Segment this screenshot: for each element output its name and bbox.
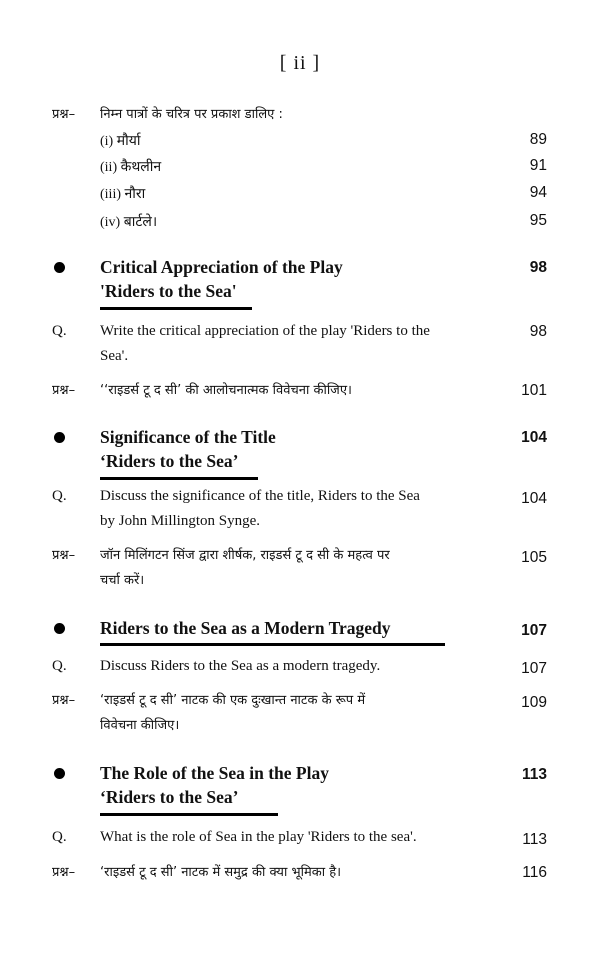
section-title [100, 255, 343, 303]
entry-text-continued: चर्चा करें। [100, 573, 145, 588]
section-title-underline [100, 813, 278, 816]
entry-label: Q. [52, 488, 67, 504]
entry-text-continued: Sea'. [100, 348, 129, 364]
entry-page: 101 [521, 382, 547, 399]
entry-page: 104 [521, 490, 547, 507]
section-title [100, 761, 329, 809]
entry-page: 107 [521, 660, 547, 677]
entry-label: Q. [52, 829, 67, 845]
character-item-page: 95 [529, 212, 547, 229]
character-item: (iv) बार्टले। [100, 215, 158, 230]
entry-text: What is the role of Sea in the play 'Riders to the sea'. [100, 829, 417, 845]
character-item: (i) मौर्या [100, 134, 141, 149]
entry-page: 105 [521, 549, 547, 566]
bullet-icon [54, 262, 65, 273]
entry-page: 113 [522, 831, 547, 848]
bullet-icon [54, 623, 65, 634]
section-title [100, 425, 276, 473]
entry-text: ‘राइडर्स टू द सी’ नाटक की एक दुःखान्त नाटक के रूप में [100, 693, 366, 708]
entry-label: प्रश्न– [52, 693, 76, 708]
section-title-underline [100, 307, 252, 310]
entry-page: 116 [522, 864, 547, 881]
bullet-icon [54, 432, 65, 443]
entry-text-continued: विवेचना कीजिए। [100, 718, 180, 733]
entry-label: Q. [52, 323, 67, 339]
section-title-line1: The Role of the Sea in the Play [100, 763, 329, 783]
character-item: (ii) कैथलीन [100, 160, 162, 175]
section-title-line1: Riders to the Sea as a Modern Tragedy [100, 618, 391, 638]
intro-question-label: प्रश्न– [52, 107, 76, 122]
section-title-line2: ‘Riders to the Sea’ [100, 451, 239, 471]
character-item-page: 89 [529, 131, 547, 148]
entry-label: प्रश्न– [52, 865, 76, 880]
character-item-page: 91 [529, 157, 547, 174]
section-title [100, 616, 391, 640]
section-page: 104 [521, 429, 547, 446]
entry-text: Write the critical appreciation of the play 'Riders to the [100, 323, 430, 339]
section-title-line1: Significance of the Title [100, 427, 276, 447]
intro-question-text: निम्न पात्रों के चरित्र पर प्रकाश डालिए : [100, 107, 283, 122]
bullet-icon [54, 768, 65, 779]
section-title-line2: ‘Riders to the Sea’ [100, 787, 239, 807]
entry-text: जॉन मिलिंगटन सिंज द्वारा शीर्षक, राइडर्स टू द सी के महत्व पर [100, 548, 390, 563]
section-title-line1: Critical Appreciation of the Play [100, 257, 343, 277]
section-page: 98 [529, 259, 547, 276]
entry-text: Discuss Riders to the Sea as a modern tragedy. [100, 658, 381, 674]
page-header: [ ii ] [279, 52, 321, 74]
section-page: 113 [521, 766, 547, 783]
entry-label: प्रश्न– [52, 548, 76, 563]
entry-page: 98 [529, 323, 547, 340]
entry-text: Discuss the significance of the title, Riders to the Sea [100, 488, 420, 504]
entry-text: ‘राइडर्स टू द सी’ नाटक में समुद्र की क्या भूमिका है। [100, 865, 342, 880]
entry-page: 109 [521, 694, 547, 711]
character-item: (iii) नौरा [100, 187, 146, 202]
entry-text: ‘‘राइडर्स टू द सी’ की आलोचनात्मक विवेचना कीजिए। [100, 383, 352, 398]
section-title-underline [100, 643, 445, 646]
entry-text-continued: by John Millington Synge. [100, 513, 261, 529]
section-title-underline [100, 477, 258, 480]
entry-label: प्रश्न– [52, 383, 76, 398]
section-title-line2: 'Riders to the Sea' [100, 281, 237, 301]
character-item-page: 94 [529, 184, 547, 201]
section-page: 107 [521, 622, 547, 639]
entry-label: Q. [52, 658, 67, 674]
